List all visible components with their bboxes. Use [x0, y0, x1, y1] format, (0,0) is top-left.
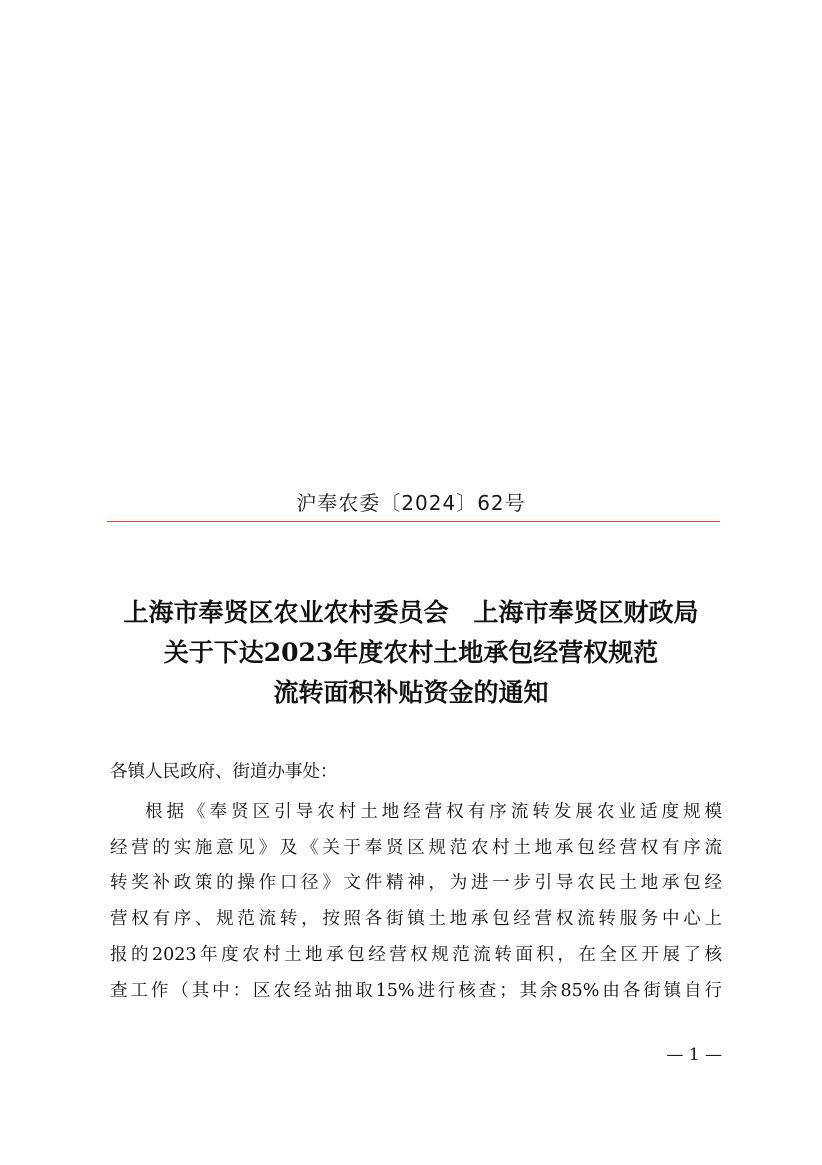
salutation: 各镇人民政府、街道办事处：	[110, 762, 338, 782]
body-line-6: 查工作（其中：区农经站抽取15%进行核查；其余85%由各街镇自行	[110, 980, 722, 1001]
red-divider-line	[107, 521, 720, 522]
body-line-2: 经营的实施意见》及《关于奉贤区规范农村土地承包经营权有序流	[110, 837, 722, 858]
title-line-1: 上海市奉贤区农业农村委员会 上海市奉贤区财政局	[123, 598, 699, 627]
body-line-1: 根据《奉贤区引导农村土地经营权有序流转发展农业适度规模	[145, 802, 722, 822]
document-title	[0, 593, 822, 713]
title-line-2: 关于下达2023年度农村土地承包经营权规范	[163, 638, 659, 667]
body-line-4: 营权有序、规范流转，按照各街镇土地承包经营权流转服务中心上	[110, 909, 722, 930]
title-line-3: 流转面积补贴资金的通知	[273, 678, 549, 707]
body-line-5: 报的2023年度农村土地承包经营权规范流转面积，在全区开展了核	[110, 944, 722, 965]
page-number: — 1 —	[666, 1045, 722, 1065]
body-line-3: 转奖补政策的操作口径》文件精神，为进一步引导农民土地承包经	[110, 873, 722, 894]
body-paragraph	[110, 795, 722, 1009]
document-number: 沪奉农委〔2024〕62号	[296, 491, 526, 515]
